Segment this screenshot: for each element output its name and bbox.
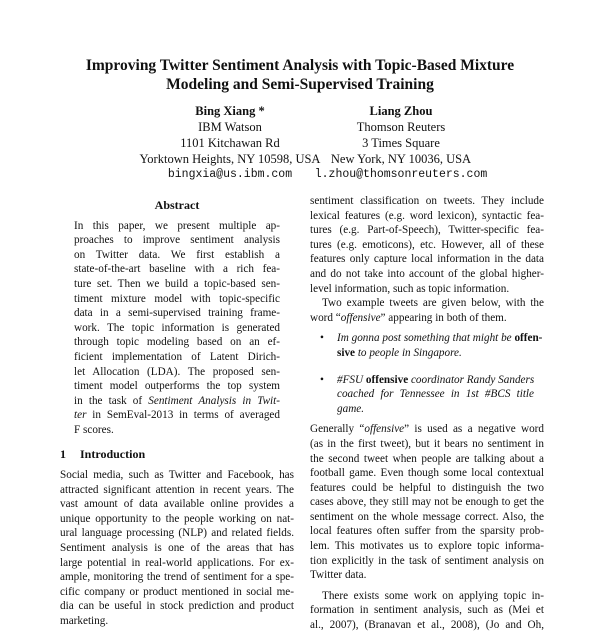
body-line	[310, 311, 544, 326]
author-name: Bing Xiang *	[195, 104, 265, 118]
tweet-line	[337, 373, 534, 388]
paper-title	[60, 56, 540, 94]
body-line: unique opportunity to the people working on nat-	[60, 512, 294, 525]
body-line: and do not take into account of the global higher-	[310, 267, 544, 280]
author-address: 1101 Kitchawan Rd	[180, 136, 280, 150]
body-line: formation in sentiment analysis, such as (Mei et	[310, 604, 544, 617]
body-line: vast amount of data available online provides a	[60, 498, 294, 511]
tweet-text: Im gonna post something that might be	[337, 332, 515, 345]
author-email: bingxia@us.ibm.com	[167, 168, 293, 181]
title-line-1: Improving Twitter Sentiment Analysis with Topic-Based Mixture	[85, 57, 515, 74]
author-address: 3 Times Square	[362, 136, 440, 150]
body-line: tion explicitly in the task of sentiment analysis on	[310, 554, 544, 567]
author-address: New York, NY 10036, USA	[330, 152, 472, 166]
body-line: Sentiment analysis is one of the areas that has	[60, 542, 294, 555]
introduction-paragraph	[60, 468, 294, 629]
abstract-line: through topic modeling based on an ef-	[74, 336, 280, 349]
abstract-line: In this paper, we present multiple ap-	[74, 219, 280, 232]
body-text: Generally “	[310, 423, 365, 436]
body-line: lexical features (e.g. word lexicon), syntactic fea-	[310, 209, 544, 222]
body-line: tures (e.g. emoticons), etc. However, all of these	[310, 238, 544, 251]
body-line: large potential in real-world applications. For ex-	[60, 556, 294, 569]
body-line: ural language processing (NLP) and related fields.	[60, 527, 294, 540]
body-text: word “	[310, 311, 341, 324]
paragraph-examples	[310, 296, 544, 325]
abstract-line	[74, 394, 280, 409]
tweet-text: coached for Tennessee in 1st #BCS title	[337, 388, 534, 401]
abstract-line: data in a semi-supervised training frame-	[74, 307, 280, 320]
tweet-line	[337, 387, 534, 402]
author-email: l.zhou@thomsonreuters.com	[314, 168, 488, 181]
example-tweet-2	[310, 373, 544, 417]
tweet-text: game.	[337, 402, 365, 415]
abstract-line	[74, 408, 280, 423]
bullet-icon: •	[320, 373, 324, 386]
section-title: Introduction	[80, 446, 146, 461]
body-line: (as in the first tweet), but it bears no sentiment in	[310, 437, 544, 450]
author-address: Yorktown Heights, NY 10598, USA	[139, 152, 321, 166]
body-line: sentiment on the whole message correct. Also, the	[310, 510, 544, 523]
author-org: Thomson Reuters	[356, 120, 446, 134]
right-column	[310, 194, 544, 633]
body-text: ” appearing in both of them.	[380, 311, 507, 324]
body-line: al., 2007), (Branavan et al., 2008), (Jo and Oh,	[310, 619, 544, 632]
body-line: sentiment classification on tweets. They include	[310, 195, 544, 207]
keyword: offensive	[364, 423, 405, 436]
bullet-icon: •	[320, 332, 324, 345]
body-line: There exists some work on applying topic in-	[322, 589, 544, 602]
tweet-text: #FSU	[337, 373, 366, 386]
abstract-text: in SemEval-2013 in terms of averaged	[86, 409, 280, 422]
paragraph-features	[310, 194, 544, 296]
abstract-line: on Twitter data. We first establish a	[74, 248, 280, 261]
left-column	[60, 198, 294, 629]
body-line: dia can be useful in stock prediction and product	[60, 600, 294, 613]
abstract-line: ture set. Then we build a topic-based sen-	[74, 277, 280, 290]
tweet-text: to people in Singapore.	[355, 346, 462, 359]
title-line-2: Modeling and Semi-Supervised Training	[166, 76, 434, 93]
abstract-line: proaches to improve sentiment analysis	[74, 234, 280, 247]
body-line: the second tweet when people are talking about a	[310, 452, 544, 465]
body-text: ” is used as a negative word	[404, 423, 545, 436]
abstract-text: in the task of	[74, 394, 149, 407]
tweet-line	[337, 331, 543, 346]
abstract-line: work. The topic information is generated	[74, 321, 280, 334]
body-line: ample, monitoring the trend of sentiment for a spe-	[60, 571, 294, 584]
task-name: Sentiment Analysis in Twit-	[148, 394, 280, 407]
abstract-line: state-of-the-art baseline with a rich fea-	[74, 263, 280, 276]
body-line: football game. Even though some local contextual	[310, 467, 544, 480]
body-line: cific company or product mentioned in social me-	[60, 585, 294, 598]
body-line: lem. This motivates us to explore topic informa-	[310, 540, 544, 553]
example-tweet-1	[310, 331, 544, 360]
author-block-2	[276, 103, 526, 183]
body-line: features could be helpful to distinguish the two	[310, 481, 544, 494]
author-org: IBM Watson	[198, 120, 262, 134]
task-name: ter	[74, 409, 87, 422]
paragraph-offensive	[310, 422, 544, 583]
abstract-line: timent model outperforms the top system	[74, 380, 280, 393]
abstract-body	[60, 219, 294, 438]
section-number: 1	[60, 446, 66, 461]
body-line: Twitter data.	[310, 569, 367, 582]
author-name: Liang Zhou	[369, 104, 433, 118]
tweet-line	[337, 402, 534, 417]
body-line: attracted significant attention in recent years. The	[60, 483, 294, 496]
tweet-line	[337, 346, 534, 361]
body-line: marketing.	[60, 615, 109, 628]
body-line: Two example tweets are given below, with the	[322, 297, 544, 310]
body-line	[310, 422, 544, 437]
paragraph-related-work	[310, 589, 544, 633]
keyword: offensive	[340, 311, 381, 324]
abstract-heading: Abstract	[154, 198, 200, 212]
tweet-keyword: offen-	[514, 332, 543, 345]
abstract-line: F scores.	[74, 423, 114, 436]
abstract-line: timent mixture model with topic-specific	[74, 292, 280, 305]
tweet-keyword: offensive	[365, 373, 409, 386]
tweet-keyword: sive	[337, 346, 356, 359]
body-line: features only capture local information in the data	[310, 253, 544, 266]
body-line: tures (e.g. Part-of-Speech), Twitter-specific fea-	[310, 224, 544, 237]
abstract-line: ficient implementation of Latent Dirich-	[74, 350, 280, 363]
body-line: level information, such as topic information.	[310, 282, 510, 295]
body-line: Social media, such as Twitter and Facebook, has	[60, 469, 294, 482]
section-heading	[60, 447, 294, 462]
abstract-line: let Allocation (LDA). The proposed sen-	[74, 365, 280, 378]
body-line: local features often suffer from the sparsity prob-	[310, 525, 544, 538]
body-line: cases above, they still may not be enough to get the	[310, 496, 544, 509]
tweet-text: coordinator Randy Sanders	[408, 373, 535, 386]
